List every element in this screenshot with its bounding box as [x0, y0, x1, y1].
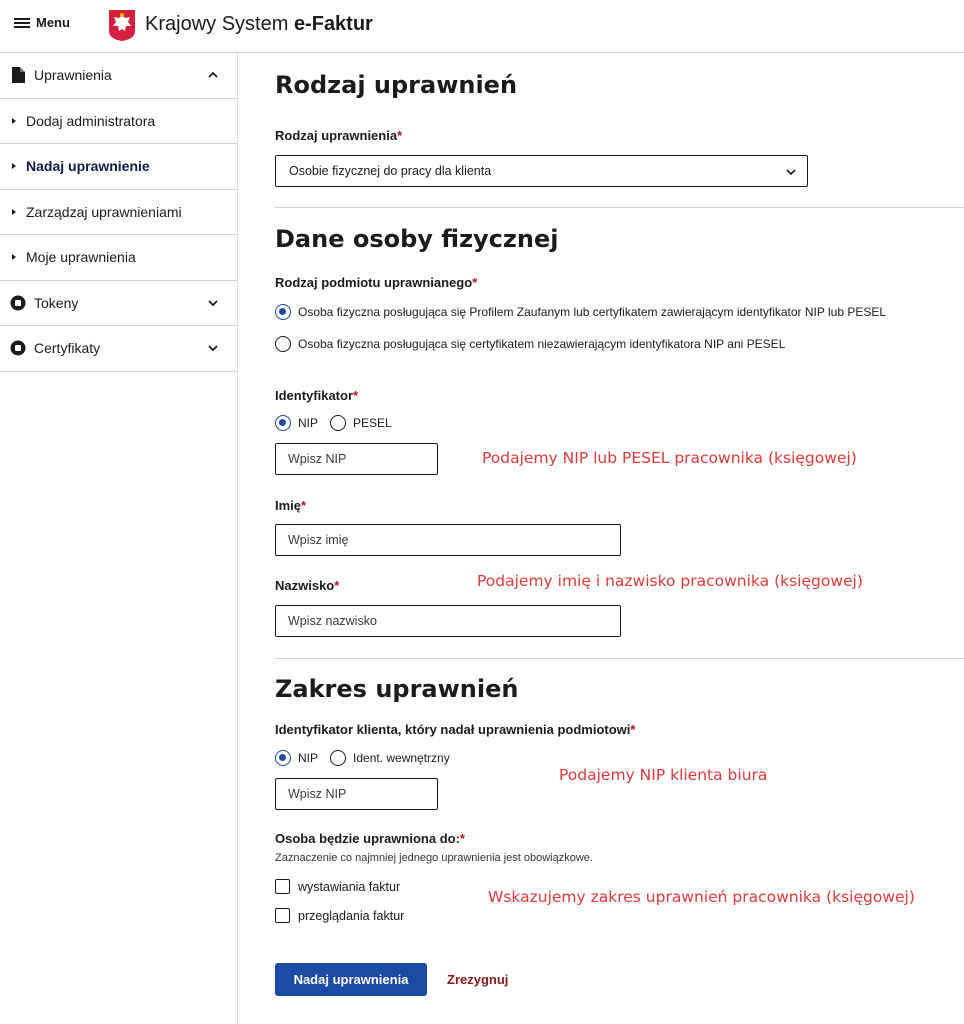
field-label-rodzaj-podmiotu: Rodzaj podmiotu uprawnianego* — [275, 275, 478, 290]
identifier-input[interactable] — [275, 443, 438, 475]
section-divider — [275, 658, 964, 659]
field-label-rodzaj-uprawnienia: Rodzaj uprawnienia* — [275, 128, 403, 143]
sidebar-item-nadaj-uprawnienie[interactable] — [0, 144, 237, 190]
client-id-radio-group — [275, 750, 462, 766]
app-title[interactable] — [145, 13, 373, 36]
radio-unselected[interactable] — [330, 750, 346, 766]
polish-eagle-emblem-icon — [108, 9, 136, 42]
sidebar-item-label: Dodaj administratora — [26, 112, 156, 129]
subject-option-1[interactable] — [275, 304, 886, 320]
hamburger-icon — [14, 17, 30, 29]
sidebar-item-label: Nadaj uprawnienie — [26, 158, 150, 175]
identifier-radio-group — [275, 415, 404, 431]
scope-note: Zaznaczenie co najmniej jednego uprawnienia jest obowiązkowe. — [275, 852, 593, 864]
annotation-name: Podajemy imię i nazwisko pracownika (księgowej) — [477, 572, 863, 590]
checkbox[interactable] — [275, 908, 290, 923]
chevron-down-icon — [207, 342, 219, 354]
client-id-option-nip[interactable]: NIP — [275, 750, 318, 766]
bullet-icon — [12, 209, 16, 215]
annotation-identifier: Podajemy NIP lub PESEL pracownika (księgowej) — [482, 449, 857, 467]
permission-type-select-value: Osobie fizycznej do pracy dla klienta — [289, 164, 492, 178]
top-header — [0, 0, 964, 53]
radio-selected[interactable] — [275, 750, 291, 766]
app-title-part2: e-Faktur — [293, 13, 373, 35]
token-icon — [10, 295, 26, 311]
bullet-icon — [12, 163, 16, 169]
checkbox[interactable] — [275, 879, 290, 894]
grant-permissions-button[interactable]: Nadaj uprawnienia — [275, 963, 427, 996]
cancel-link[interactable]: Zrezygnuj — [447, 972, 509, 987]
annotation-client-nip: Podajemy NIP klienta biura — [559, 766, 768, 784]
field-label-imie: Imię* — [275, 498, 307, 513]
field-label-identyfikator-klienta: Identyfikator klienta, który nadał uprawnienia podmiotowi* — [275, 722, 636, 737]
radio-unselected[interactable] — [275, 336, 291, 352]
sidebar-item-label: Tokeny — [34, 294, 79, 311]
subject-option-1-label: Osoba fizyczna posługująca się Profilem Zaufanym lub certyfikatem zawierającym identyfikator NIP lub PESEL — [298, 305, 887, 319]
sidebar-item-label: Moje uprawnienia — [26, 249, 136, 266]
bullet-icon — [12, 118, 16, 124]
radio-unselected[interactable] — [330, 415, 346, 431]
scope-option-wystawianie[interactable]: wystawiania faktur — [275, 879, 400, 894]
last-name-input[interactable] — [275, 605, 621, 637]
permission-type-select[interactable] — [275, 155, 808, 187]
chevron-up-icon — [207, 69, 219, 81]
subject-option-2-label: Osoba fizyczna posługująca się certyfikatem niezawierającym identyfikatora NIP ani PESEL — [298, 337, 786, 351]
app-title-part1: Krajowy System — [145, 13, 294, 35]
field-label-osoba-uprawniona: Osoba będzie uprawniona do:* — [275, 831, 465, 846]
chevron-down-icon — [785, 166, 797, 178]
first-name-input[interactable] — [275, 524, 621, 556]
sidebar-item-label: Uprawnienia — [34, 67, 112, 84]
sidebar — [0, 53, 238, 1024]
field-label-identyfikator: Identyfikator* — [275, 388, 359, 403]
sidebar-item-moje-uprawnienia[interactable] — [0, 235, 237, 281]
radio-selected[interactable] — [275, 304, 291, 320]
identifier-input-placeholder: Wpisz NIP — [288, 452, 347, 466]
client-id-option-internal[interactable]: Ident. wewnętrzny — [330, 750, 450, 766]
field-label-nazwisko: Nazwisko* — [275, 578, 340, 593]
annotation-scope: Wskazujemy zakres uprawnień pracownika (księgowej) — [488, 888, 915, 906]
first-name-input-placeholder: Wpisz imię — [288, 533, 349, 547]
menu-button[interactable] — [14, 15, 70, 30]
sidebar-item-certyfikaty[interactable] — [0, 326, 237, 372]
subject-option-2[interactable] — [275, 336, 785, 352]
menu-label: Menu — [36, 15, 70, 30]
sidebar-item-label: Zarządzaj uprawnieniami — [26, 203, 182, 220]
client-id-input-placeholder: Wpisz NIP — [288, 787, 347, 801]
section-title-zakres-uprawnien: Zakres uprawnień — [275, 675, 519, 703]
chevron-down-icon — [207, 297, 219, 309]
radio-selected[interactable] — [275, 415, 291, 431]
scope-option-przegladanie[interactable]: przeglądania faktur — [275, 908, 404, 923]
section-title-rodzaj-uprawnien: Rodzaj uprawnień — [275, 71, 518, 99]
last-name-input-placeholder: Wpisz nazwisko — [288, 614, 377, 628]
sidebar-item-label: Certyfikaty — [34, 340, 101, 357]
section-divider — [275, 207, 964, 208]
document-icon — [10, 67, 26, 83]
bullet-icon — [12, 254, 16, 260]
identifier-option-pesel[interactable]: PESEL — [330, 415, 392, 431]
sidebar-item-uprawnienia[interactable] — [0, 53, 237, 99]
certificate-icon — [10, 340, 26, 356]
sidebar-item-tokeny[interactable] — [0, 281, 237, 327]
client-id-input[interactable] — [275, 778, 438, 810]
section-title-dane-osoby: Dane osoby fizycznej — [275, 225, 559, 253]
sidebar-item-dodaj-administratora[interactable] — [0, 99, 237, 145]
identifier-option-nip[interactable]: NIP — [275, 415, 318, 431]
sidebar-item-zarzadzaj-uprawnieniami[interactable] — [0, 190, 237, 236]
